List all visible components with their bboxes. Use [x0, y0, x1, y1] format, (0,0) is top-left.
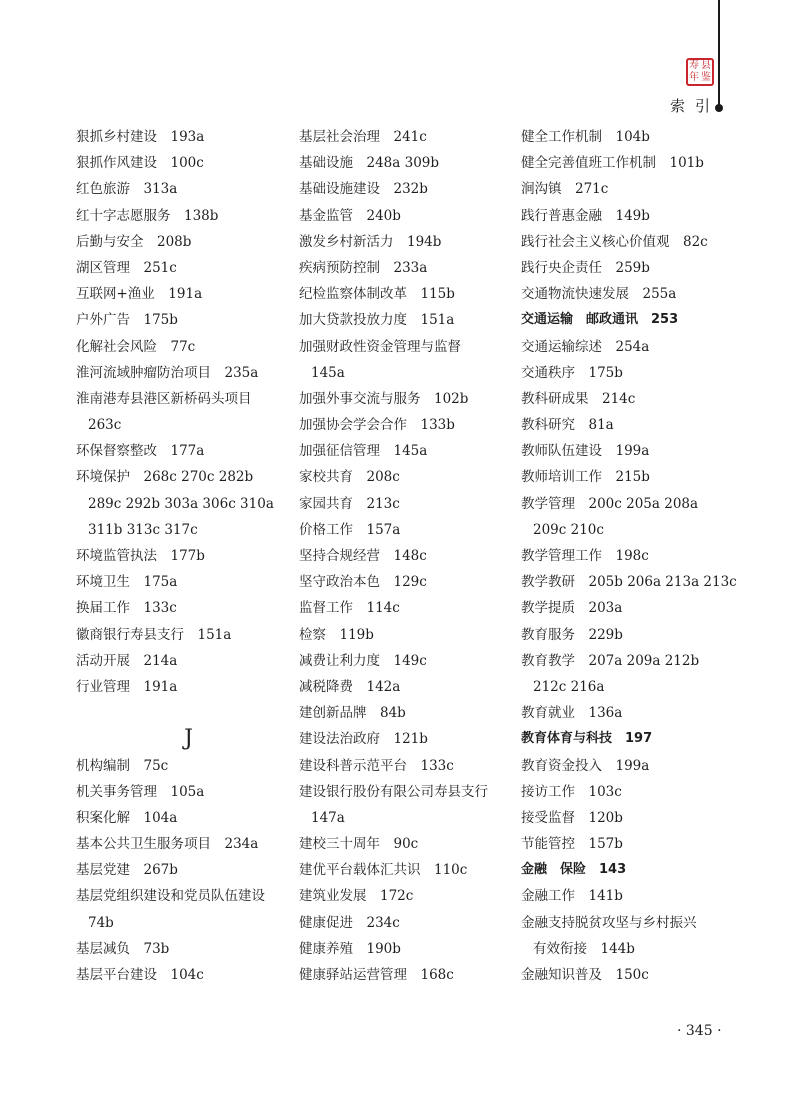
index-entry: 教学管理 200c 205a 208a	[521, 495, 699, 512]
index-entry: 践行普惠金融 149b	[521, 207, 650, 224]
index-entry: 环境保护 268c 270c 282b	[76, 469, 254, 486]
index-entry: 基础设施 248a 309b	[299, 155, 440, 172]
index-entry: 监督工作 114c	[299, 600, 400, 617]
index-entry: 涧沟镇 271c	[521, 181, 609, 198]
index-entry: 检察 119b	[299, 626, 374, 643]
index-entry: 接受监督 120b	[521, 809, 623, 826]
index-entry: 建设银行股份有限公司寿县支行	[299, 783, 488, 800]
index-entry: 建创新品牌 84b	[299, 705, 406, 722]
index-entry: 家园共育 213c	[299, 495, 400, 512]
index-entry: 家校共育 208c	[299, 469, 400, 486]
page-number: · 345 ·	[677, 1023, 722, 1039]
index-entry: 坚持合规经营 148c	[299, 548, 427, 564]
index-entry: 基层平台建设 104c	[76, 967, 204, 983]
index-entry: 节能管控 157b	[521, 836, 623, 853]
index-entry-continuation: 289c 292b 303a 306c 310a	[88, 495, 274, 512]
index-column-1	[76, 124, 291, 988]
index-entry: 建设科普示范平台 133c	[299, 757, 454, 774]
index-entry: 基本公共卫生服务项目 234a	[76, 836, 259, 853]
yearbook-seal-logo	[686, 58, 714, 86]
index-entry: 教科研成果 214c	[521, 390, 636, 407]
index-entry: 健康促进 234c	[299, 914, 400, 931]
index-entry: 活动开展 214a	[76, 652, 178, 669]
seal-char: 县	[701, 60, 711, 71]
letter-heading: J	[184, 726, 193, 752]
index-entry: 教科研究 81a	[521, 417, 614, 434]
index-entry: 践行社会主义核心价值观 82c	[521, 233, 708, 250]
index-entry: 行业管理 191a	[76, 678, 178, 695]
index-entry: 价格工作 157a	[299, 521, 401, 538]
index-entry: 教学管理工作 198c	[521, 548, 649, 564]
index-entry: 减税降费 142a	[299, 678, 401, 695]
index-entry: 环境卫生 175a	[76, 574, 178, 591]
index-entry: 机构编制 75c	[76, 757, 169, 774]
index-entry: 基层党组织建设和党员队伍建设	[76, 888, 265, 905]
index-entry: 教学提质 203a	[521, 600, 623, 617]
index-entry: 狠抓乡村建设 193a	[76, 129, 205, 145]
index-category-heading: 交通运输 邮政通讯 253	[521, 312, 679, 328]
index-category-heading: 教育体育与科技 197	[521, 731, 653, 747]
index-entry: 健康驿站运营管理 168c	[299, 967, 454, 983]
index-entry: 换届工作 133c	[76, 600, 177, 617]
index-entry: 践行央企责任 259b	[521, 259, 650, 276]
index-entry: 交通运输综述 254a	[521, 338, 650, 355]
index-entry: 交通秩序 175b	[521, 364, 623, 381]
header-rule	[718, 0, 720, 108]
index-entry: 红色旅游 313a	[76, 181, 178, 198]
index-entry: 环保督察整改 177a	[76, 443, 205, 460]
index-column-3	[521, 124, 737, 988]
index-entry-continuation: 311b 313c 317c	[88, 521, 198, 538]
index-entry: 教师培训工作 215b	[521, 469, 650, 486]
index-entry-continuation: 有效衔接 144b	[533, 940, 635, 957]
index-entry: 淮河流域肿瘤防治项目 235a	[76, 364, 259, 381]
index-entry: 教师队伍建设 199a	[521, 443, 650, 460]
index-column-2	[299, 124, 514, 988]
index-entry-continuation: 74b	[88, 914, 114, 931]
index-entry: 加强征信管理 145a	[299, 443, 428, 460]
index-entry: 淮南港寿县港区新桥码头项目	[76, 390, 252, 407]
index-entry: 互联网+渔业 191a	[76, 286, 203, 303]
index-entry: 金融工作 141b	[521, 888, 623, 905]
index-entry: 积案化解 104a	[76, 809, 178, 826]
index-entry: 基层社会治理 241c	[299, 129, 427, 145]
index-entry: 坚守政治本色 129c	[299, 574, 427, 591]
index-entry: 户外广告 175b	[76, 312, 178, 329]
index-entry: 金融支持脱贫攻坚与乡村振兴	[521, 914, 697, 931]
index-entry: 基础设施建设 232b	[299, 181, 428, 198]
index-entry: 机关事务管理 105a	[76, 783, 205, 800]
index-entry-continuation: 209c 210c	[533, 521, 604, 538]
index-category-heading: 金融 保险 143	[521, 862, 627, 878]
index-entry: 湖区管理 251c	[76, 259, 177, 276]
index-entry: 教育就业 136a	[521, 705, 623, 722]
spacer	[76, 700, 291, 726]
index-entry: 基金监管 240b	[299, 207, 401, 224]
index-entry: 健全工作机制 104b	[521, 129, 650, 145]
index-entry: 徽商银行寿县支行 151a	[76, 626, 232, 643]
seal-char: 鉴	[701, 72, 711, 83]
index-entry: 加大贷款投放力度 151a	[299, 312, 455, 329]
index-entry: 健全完善值班工作机制 101b	[521, 155, 704, 172]
index-entry: 狠抓作风建设 100c	[76, 155, 204, 172]
index-entry: 激发乡村新活力 194b	[299, 233, 442, 250]
index-entry-continuation: 212c 216a	[533, 678, 605, 695]
index-entry: 教学教研 205b 206a 213a 213c	[521, 574, 737, 591]
index-entry: 建筑业发展 172c	[299, 888, 414, 905]
index-entry-continuation: 147a	[311, 809, 345, 826]
index-entry: 加强外事交流与服务 102b	[299, 390, 469, 407]
seal-char: 年	[689, 72, 699, 83]
index-entry: 建设法治政府 121b	[299, 731, 428, 748]
index-entry: 教育资金投入 199a	[521, 757, 650, 774]
section-title: 索引	[670, 97, 721, 115]
index-entry-continuation: 263c	[88, 417, 122, 434]
index-entry: 建优平台载体汇共识 110c	[299, 862, 468, 879]
index-entry: 后勤与安全 208b	[76, 233, 192, 250]
index-entry: 加强协会学会合作 133b	[299, 417, 455, 434]
index-entry: 减费让利力度 149c	[299, 652, 427, 669]
index-entry: 教育服务 229b	[521, 626, 623, 643]
seal-char: 寿	[689, 60, 699, 71]
index-entry: 教育教学 207a 209a 212b	[521, 652, 700, 669]
index-entry: 环境监管执法 177b	[76, 548, 205, 564]
index-entry: 纪检监察体制改革 115b	[299, 286, 455, 303]
index-entry: 基层党建 267b	[76, 862, 178, 879]
index-entry: 基层减负 73b	[76, 940, 170, 957]
index-entry: 红十字志愿服务 138b	[76, 207, 219, 224]
index-entry: 交通物流快速发展 255a	[521, 286, 677, 303]
index-entry: 建校三十周年 90c	[299, 836, 419, 853]
index-entry: 金融知识普及 150c	[521, 967, 649, 983]
index-entry: 疾病预防控制 233a	[299, 259, 428, 276]
index-entry: 化解社会风险 77c	[76, 338, 196, 355]
index-entry: 健康养殖 190b	[299, 940, 401, 957]
index-entry: 加强财政性资金管理与监督	[299, 338, 461, 355]
index-entry: 接访工作 103c	[521, 783, 622, 800]
index-entry-continuation: 145a	[311, 364, 345, 381]
